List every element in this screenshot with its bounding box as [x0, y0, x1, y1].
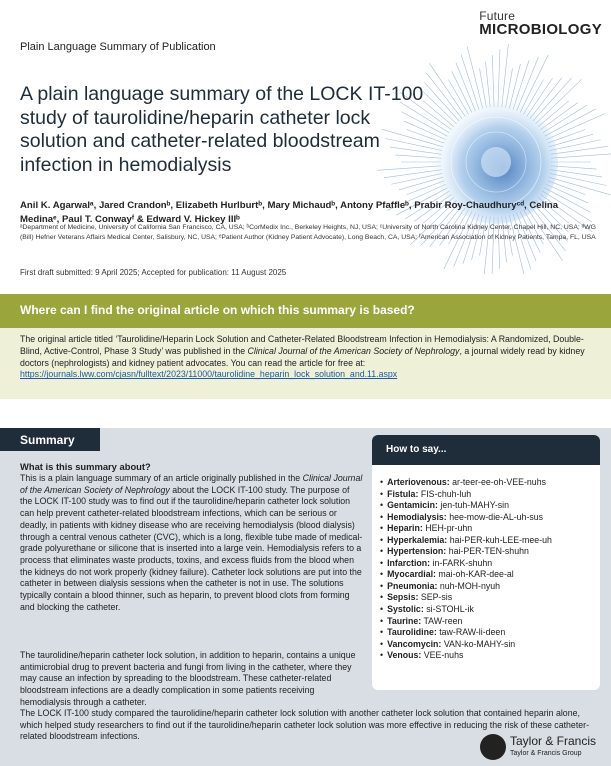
pronunciation-item: • Pneumonia: nuh-MOH-nyuh — [380, 581, 600, 593]
original-journal-name: Clinical Journal of the American Society of Nephrology — [247, 345, 460, 356]
original-text-part-a: The original article titled ‘Taurolidine/Heparin Lock Solution and Catheter-Related Bloodstream Infection in Hemodialysis: A Randomized, Double-Blind, Active-Control, Phase 3 Study’ was published in the — [20, 334, 584, 356]
how-to-say-header — [372, 435, 600, 465]
publisher-logo — [470, 730, 606, 766]
pronunciation-item: • Arteriovenous: ar-teer-ee-oh-VEE-nuhs — [380, 477, 600, 489]
journal-logo-future: Future — [479, 9, 516, 23]
pronunciation-item: • Hypertension: hai-PER-TEN-shuhn — [380, 546, 600, 558]
journal-logo-microbiology: MICROBIOLOGY — [479, 21, 602, 38]
affiliations: ᵃDepartment of Medicine, University of California San Francisco, CA, USA; ᵇCorMedix Inc., Berkeley Heights, NJ, USA; ᶜUniversity of North Carolina Kidney Center, Chapel Hill, NC, USA; ᵈWG (Bill) Hefner Veterans Affairs Medical Center, Salisbury, NC, USA; ᵉPatient Author (Kidney Patient Advocate), Long Beach, CA, USA; ᶠAmerican Association of Kidney Patients, Tampa, FL, USA — [20, 224, 596, 241]
summary-p1-part-a: This is a plain language summary of an article originally published in the — [20, 473, 303, 483]
submission-dates: First draft submitted: 9 April 2025; Accepted for publication: 11 August 2025 — [20, 268, 287, 277]
taylor-francis-logo-icon — [480, 734, 506, 760]
original-article-link[interactable]: https://journals.lww.com/cjasn/fulltext/2023/11000/taurolidine_heparin_lock_solution_and.11.aspx — [20, 369, 398, 380]
publication-type-label: Plain Language Summary of Publication — [20, 41, 216, 53]
how-to-say-heading: How to say... — [386, 444, 447, 455]
pronunciation-item: • Venous: VEE-nuhs — [380, 650, 600, 662]
summary-paragraph-2b: The LOCK IT-100 study compared the taurolidine/heparin catheter lock solution with another catheter lock solution that contained heparin alone, which helped study researchers to find out if the taurolidine/heparin catheter lock solution was more effective in reducing the risk of these catheter-related bloodstream infections. — [20, 708, 590, 742]
page-title: A plain language summary of the LOCK IT-100 study of taurolidine/heparin catheter lock solution and catheter-related bloodstream infection in hemodialysis — [20, 83, 424, 176]
pronunciation-item: • Sepsis: SEP-sis — [380, 592, 600, 604]
pronunciation-item: • Hemodialysis: hee-mow-die-AL-uh-sus — [380, 512, 600, 524]
pronunciation-item: • Myocardial: mai-oh-KAR-dee-al — [380, 569, 600, 581]
publisher-group: Taylor & Francis Group — [510, 750, 582, 757]
original-article-banner — [0, 294, 611, 328]
summary-question: What is this summary about? — [20, 461, 151, 472]
pronunciation-item: • Hyperkalemia: hai-PER-kuh-LEE-mee-uh — [380, 535, 600, 547]
pronunciation-item: • Infarction: in-FARK-shuhn — [380, 558, 600, 570]
summary-paragraph-1 — [20, 473, 364, 613]
journal-logo — [479, 10, 602, 37]
summary-paragraph-2a: The taurolidine/heparin catheter lock solution, in addition to heparin, contains a unique antimicrobial drug to prevent bacteria and fungi from living in the catheter, where they may cause an infection by spreading to the bloodstream. These catheter-related bloodstream infections are a deadly complication in some patients receiving hemodialysis through a catheter. — [20, 650, 356, 707]
pronunciation-item: • Fistula: FIS-chuh-luh — [380, 489, 600, 501]
original-article-text — [20, 334, 605, 381]
original-article-heading: Where can I find the original article on which this summary is based? — [20, 303, 415, 317]
how-to-say-list — [380, 477, 600, 662]
pronunciation-item: • Heparin: HEH-pr-uhn — [380, 523, 600, 535]
publisher-name: Taylor & Francis — [510, 734, 597, 748]
summary-p1-part-b: about the LOCK IT-100 study. The purpose of the LOCK IT-100 study was to find out if the taurolidine/heparin catheter lock solution can help prevent catheter-related bloodstream infections, which can be serious or deadly, in patients with kidney disease who are receiving hemodialysis (blood dialysis) through a central venous catheter (CVC), which is a long, flexible tube made of medical-grade polyurethane or silicone that is inserted into a large vein. Hemodialysis refers to a process that eliminates waste products, toxins, and excess fluids from the blood when the kidneys do not work properly (kidney failure). Catheter lock solutions are put into the catheter in between dialysis sessions when the catheter is not in use. The solutions typically contain a blood thinner, such as heparin, to prevent blood clots from forming and blocking the catheter. — [20, 484, 363, 612]
pronunciation-item: • Taurolidine: taw-RAW-li-deen — [380, 627, 600, 639]
original-text-part-b: , a journal widely read by kidney doctors (nephrologists) and kidney patient advocates. You can read the article for free at: — [20, 345, 585, 368]
summary-journal-name: Clinical Journal of the American Society of Nephrology — [20, 473, 363, 495]
summary-heading: Summary — [20, 433, 75, 447]
pronunciation-item: • Systolic: si-STOHL-ik — [380, 604, 600, 616]
pronunciation-item: • Gentamicin: jen-tuh-MAHY-sin — [380, 500, 600, 512]
summary-tab — [0, 428, 100, 451]
pronunciation-item: • Taurine: TAW-reen — [380, 616, 600, 628]
pronunciation-item: • Vancomycin: VAN-ko-MAHY-sin — [380, 639, 600, 651]
author-list: Anil K. Agarwalᵃ, Jared Crandonᵇ, Elizabeth Hurlburtᵇ, Mary Michaudᵇ, Antony Pfaffleᵇ, Prabir Roy-Chaudhuryᶜᵈ, Celina Medinaᵉ, Paul T. Conwayᶠ & Edward V. Hickey IIIᵇ — [20, 200, 559, 225]
